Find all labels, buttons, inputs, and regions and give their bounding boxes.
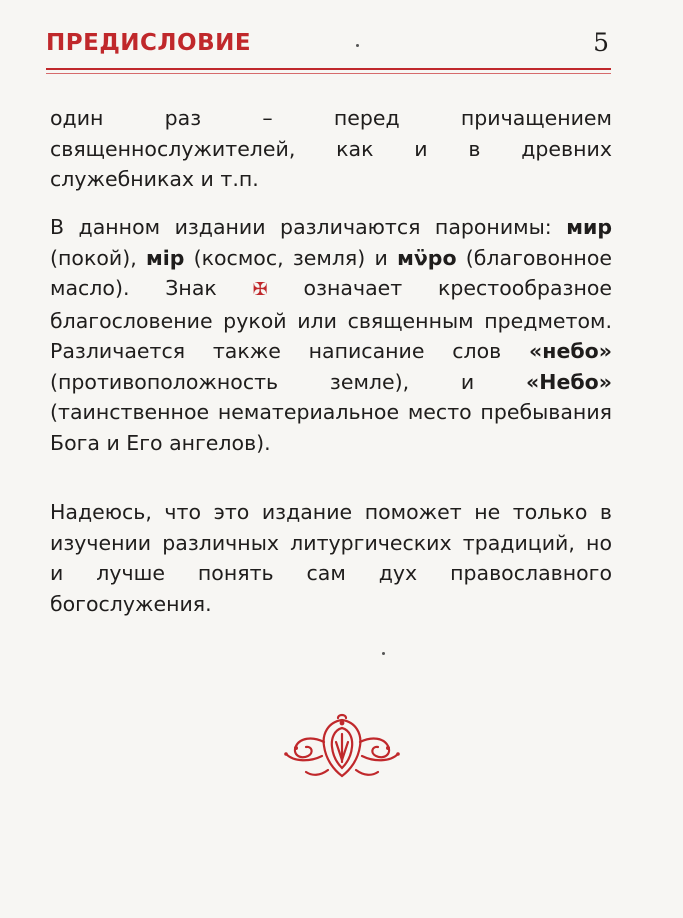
term-nebo-upper: «Небо» [526, 369, 612, 394]
page-header [46, 28, 611, 68]
page-number: 5 [593, 28, 609, 57]
paragraph-text: один раз – перед причащением священнослужителей, как и в древних служебниках и т.п. [50, 106, 612, 191]
paragraph-text: (противоположность земле), и [50, 369, 527, 394]
print-speck [356, 44, 359, 47]
paragraph-1 [50, 103, 612, 195]
paragraph-text: означает крестообразное благословение рукой или священным предметом. Различается также написание слов [50, 276, 613, 363]
cross-icon: ✠ [252, 279, 268, 300]
term-miro: мν̈ро [397, 245, 457, 270]
term-nebo-lower: «небо» [529, 339, 612, 363]
paragraph-text: (таинственное нематериальное место пребывания Бога и Его ангелов). [50, 400, 612, 455]
section-title: ПРЕДИСЛОВИЕ [46, 30, 252, 56]
floral-ornament-icon [272, 712, 412, 782]
term-mir-world: мi̇р [145, 245, 185, 270]
paragraph-text: В данном издании различаются паронимы: [50, 215, 567, 239]
term-mir-peace: мир [566, 215, 612, 239]
paragraph-3 [50, 497, 612, 619]
header-rule-thin [46, 73, 611, 74]
print-speck [382, 652, 385, 655]
paragraph-text: (космос, земля) и [184, 245, 398, 270]
paragraph-2 [50, 212, 612, 458]
paragraph-text: (покой), [50, 245, 146, 270]
paragraph-text: Надеюсь, что это издание поможет не только в изучении различных литургических традиций, но и лучше понять сам дух православного богослужения. [50, 500, 612, 616]
header-rule [46, 68, 611, 70]
paragraph-text: (благовонное масло). Знак [50, 245, 612, 300]
